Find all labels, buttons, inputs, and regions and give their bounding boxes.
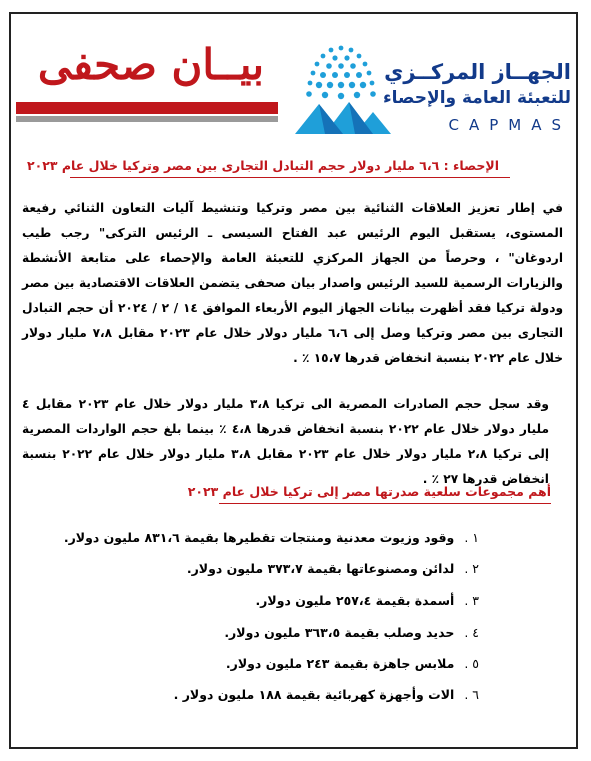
list-item-text: لدائن ومصنوعاتها بقيمة ٣٧٣،٧ مليون دولار. bbox=[186, 561, 455, 576]
paragraph-intro: في إطار تعزيز العلاقات الثنائية بين مصر وتركيا وتنشيط آليات التعاون الثنائي رفيعة المستوى، يستقبل اليوم الرئيس عبد الفتاح السيسى ـ الرئيس التركى" رجب طيب اردوغان" ، وحرصاً من الجهاز المركزي للتعبئة العامة والإحصاء على متابعة الأنشطة والزيارات الرسمية للسيد الرئيس واصدار بيان صحفى يتضمن العلاقات الاقتصادية بين مصر ودولة تركيا فقد أظهرت بيانات الجهاز اليوم الأربعاء الموافق ١٤ / ٢ / ٢٠٢٤ أن حجم التبادل التجارى بين مصر وتركيا وصل إلى ٦،٦ مليار دولار خلال عام ٢٠٢٣ مقابل ٧،٨ مليار دولار خلال عام ٢٠٢٢ بنسبة انخفاض قدرها ١٥،٧ ٪ . bbox=[22, 201, 564, 365]
list-item-number: ٦ . bbox=[464, 687, 479, 702]
org-name-line1: الجهــاز المركــزي bbox=[384, 60, 571, 84]
paragraph-exports-imports: وقد سجل حجم الصادرات المصرية الى تركيا ٣،٨ مليار دولار خلال عام ٢٠٢٣ مقابل ٤ مليار دولار خلال عام ٢٠٢٢ بنسبة انخفاض قدرها ٤،٨ ٪ بينما بلغ حجم الواردات المصرية إلى تركيا ٢،٨ مليار دولار خلال عام ٢٠٢٣ مقابل ٣،٨ مليار دولار خلال عام ٢٠٢٢ بنسبة انخفاض قدرها ٢٧ ٪ . bbox=[22, 397, 550, 486]
list-item-text: ملابس جاهزة بقيمة ٢٤٣ مليون دولار. bbox=[225, 656, 455, 671]
list-item-text: وقود وزيوت معدنية ومنتجات تقطيرها بقيمة ٨٣١،٦ مليون دولار. bbox=[63, 530, 455, 545]
headline-underline bbox=[70, 177, 510, 178]
headline: الإحصاء : ٦،٦ مليار دولار حجم التبادل التجارى بين مصر وتركيا خلال عام ٢٠٢٣ bbox=[27, 158, 499, 173]
list-item bbox=[64, 530, 479, 545]
list-item bbox=[224, 625, 479, 640]
org-name-line2: للتعبئة العامة والإحصاء bbox=[382, 88, 571, 108]
list-heading-underline bbox=[219, 503, 551, 504]
header bbox=[0, 0, 591, 145]
capmas-logo-icon bbox=[285, 42, 397, 138]
list-item-text: الات وأجهزة كهربائية بقيمة ١٨٨ مليون دولار . bbox=[173, 687, 455, 702]
list-item-number: ٥ . bbox=[464, 656, 479, 671]
list-item bbox=[226, 656, 479, 671]
title-underline-red bbox=[16, 102, 278, 114]
list-item bbox=[174, 687, 479, 702]
press-release-title: بيــان صحفى bbox=[37, 40, 265, 89]
list-item-number: ٤ . bbox=[464, 625, 479, 640]
org-acronym: CAPMAS bbox=[448, 116, 571, 134]
list-item-number: ٣ . bbox=[464, 593, 479, 608]
list-item-text: حديد وصلب بقيمة ٣٦٣،٥ مليون دولار. bbox=[224, 625, 455, 640]
list-item bbox=[255, 593, 479, 608]
list-item bbox=[187, 561, 479, 576]
list-item-number: ١ . bbox=[464, 530, 479, 545]
title-underline-grey bbox=[16, 116, 278, 122]
list-item-number: ٢ . bbox=[464, 561, 479, 576]
list-item-text: أسمدة بقيمة ٢٥٧،٤ مليون دولار. bbox=[255, 593, 455, 608]
list-heading: أهم مجموعات سلعية صدرتها مصر إلى تركيا خلال عام ٢٠٢٣ bbox=[187, 484, 551, 499]
